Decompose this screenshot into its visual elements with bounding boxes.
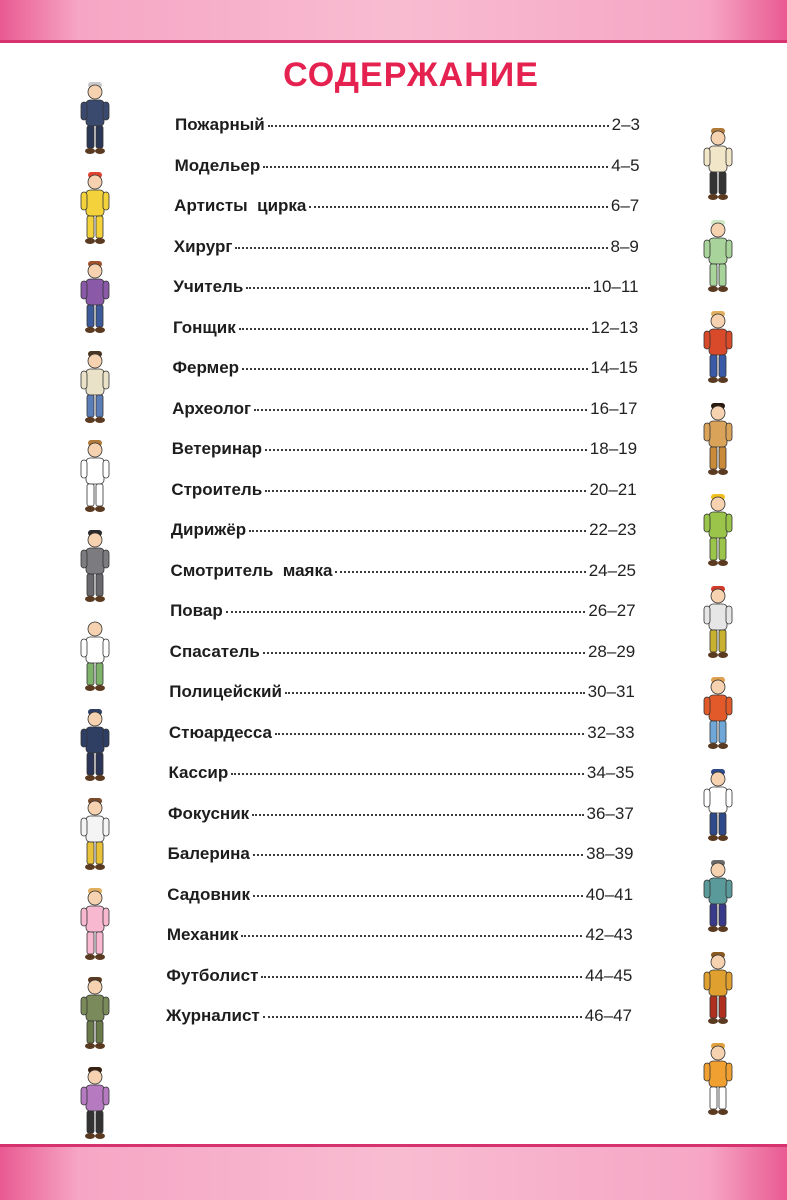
toc-entry-pages: 20–21 (589, 479, 637, 499)
toc-entry-pages: 12–13 (590, 317, 639, 337)
toc-entry[interactable] (170, 601, 636, 625)
toc-entry[interactable] (173, 358, 638, 382)
toc-entry-title: Механик (166, 925, 239, 944)
toc-dot-leader (263, 166, 608, 168)
toc-entry-title: Кассир (168, 763, 229, 782)
toc-entry[interactable] (172, 399, 637, 423)
toc-dot-leader (275, 733, 584, 735)
teacher-illustration (75, 257, 115, 337)
toc-entry[interactable] (174, 237, 639, 261)
toc-entry-title: Повар (170, 601, 223, 620)
toc-entry-title: Дирижёр (170, 520, 247, 539)
lighthouse-keeper-illustration (698, 582, 738, 662)
toc-entry[interactable] (173, 277, 638, 301)
flight-attendant-illustration (698, 765, 738, 845)
toc-dot-leader (252, 814, 583, 816)
toc-entry-title: Смотритель маяка (170, 560, 333, 580)
cashier-illustration (75, 794, 115, 874)
toc-entry-pages: 16–17 (590, 398, 638, 418)
toc-entry-title: Учитель (173, 277, 244, 296)
toc-entry[interactable] (175, 156, 640, 180)
toc-entry-pages: 30–31 (587, 682, 635, 701)
toc-entry-pages: 46–47 (584, 1006, 632, 1025)
toc-dot-leader (241, 935, 582, 937)
race-driver-illustration (698, 307, 738, 387)
toc-entry-title: Фокусник (168, 803, 250, 823)
toc-entry-pages: 42–43 (585, 925, 633, 944)
archaeologist-illustration (698, 399, 738, 479)
toc-entry[interactable] (167, 885, 633, 909)
toc-entry-pages: 14–15 (590, 358, 638, 377)
toc-entry-title: Спасатель (169, 641, 260, 661)
toc-dot-leader (239, 328, 588, 330)
toc-dot-leader (309, 206, 607, 208)
toc-dot-leader (265, 449, 587, 451)
toc-entry-title: Фермер (172, 358, 240, 377)
toc-entry-pages: 2–3 (611, 115, 640, 134)
toc-entry-pages: 36–37 (586, 803, 634, 823)
clown-illustration (75, 168, 115, 248)
toc-entry-title: Хирург (173, 236, 233, 256)
cook-illustration (75, 615, 115, 695)
toc-dot-leader (226, 611, 586, 613)
toc-entry-title: Модельер (174, 155, 261, 175)
toc-entry[interactable] (175, 115, 640, 139)
toc-entry-title: Пожарный (175, 115, 265, 134)
gardener-illustration (698, 948, 738, 1028)
fashion-designer-illustration (698, 124, 738, 204)
toc-entry[interactable] (169, 682, 635, 706)
toc-entry-pages: 6–7 (610, 196, 640, 215)
page-title: СОДЕРЖАНИЕ (283, 56, 539, 94)
toc-entry-title: Балерина (167, 844, 250, 863)
toc-entry[interactable] (173, 318, 638, 342)
builder-illustration (698, 490, 738, 570)
toc-entry-title: Журналист (166, 1006, 260, 1025)
toc-dot-leader (253, 895, 583, 897)
toc-entry[interactable] (169, 723, 635, 747)
journalist-illustration (75, 1063, 115, 1143)
toc-entry-pages: 38–39 (586, 844, 634, 863)
toc-entry-pages: 10–11 (592, 277, 639, 296)
toc-entry-title: Стюардесса (168, 722, 272, 742)
toc-entry-title: Артисты цирка (174, 196, 307, 215)
toc-entry-title: Садовник (167, 884, 251, 904)
toc-entry-pages: 26–27 (588, 601, 636, 620)
toc-dot-leader (263, 652, 585, 654)
ballerina-illustration (75, 884, 115, 964)
toc-entry-pages: 28–29 (587, 641, 636, 661)
toc-dot-leader (231, 773, 584, 775)
toc-dot-leader (246, 287, 589, 289)
toc-entry[interactable] (174, 196, 639, 220)
toc-dot-leader (254, 409, 587, 411)
toc-entry-title: Полицейский (169, 682, 282, 701)
toc-entry-pages: 24–25 (588, 560, 636, 580)
toc-entry-pages: 8–9 (610, 236, 639, 256)
football-player-illustration (698, 1039, 738, 1119)
toc-entry-pages: 4–5 (611, 155, 640, 175)
toc-entry-title: Строитель (171, 479, 263, 499)
toc-entry-pages: 44–45 (585, 965, 633, 985)
toc-dot-leader (335, 571, 585, 573)
toc-entry-pages: 32–33 (587, 722, 635, 742)
toc-dot-leader (265, 490, 586, 492)
magician-illustration (698, 856, 738, 936)
toc-entry[interactable] (166, 1006, 632, 1030)
toc-entry[interactable] (171, 480, 636, 504)
conductor-illustration (75, 526, 115, 606)
toc-entry[interactable] (166, 966, 632, 990)
toc-dot-leader (242, 368, 587, 370)
toc-entry-title: Археолог (172, 398, 252, 418)
toc-entry[interactable] (168, 844, 634, 868)
toc-entry-title: Гонщик (172, 317, 236, 337)
firefighter-illustration (75, 78, 115, 158)
toc-dot-leader (253, 854, 583, 856)
veterinarian-illustration (75, 436, 115, 516)
surgeon-illustration (698, 216, 738, 296)
toc-entry-pages: 22–23 (589, 520, 637, 539)
toc-entry-pages: 18–19 (589, 439, 638, 458)
toc-entry[interactable] (171, 561, 637, 585)
toc-dot-leader (285, 692, 585, 694)
toc-entry-pages: 34–35 (586, 763, 635, 782)
toc-entry[interactable] (168, 763, 634, 787)
farmer-illustration (75, 347, 115, 427)
police-officer-illustration (75, 705, 115, 785)
toc-dot-leader (261, 976, 582, 978)
lifeguard-illustration (698, 673, 738, 753)
toc-entry[interactable] (170, 642, 636, 666)
toc-entry[interactable] (168, 804, 634, 828)
toc-dot-leader (235, 247, 607, 249)
toc-entry-title: Футболист (166, 965, 259, 985)
toc-dot-leader (268, 125, 609, 127)
toc-entry[interactable] (172, 439, 637, 463)
toc-entry[interactable] (171, 520, 636, 544)
toc-entry-title: Ветеринар (171, 439, 262, 458)
mechanic-illustration (75, 973, 115, 1053)
toc-entry-pages: 40–41 (585, 884, 634, 904)
toc-dot-leader (249, 530, 586, 532)
toc-entry[interactable] (167, 925, 633, 949)
toc-dot-leader (263, 1016, 582, 1018)
